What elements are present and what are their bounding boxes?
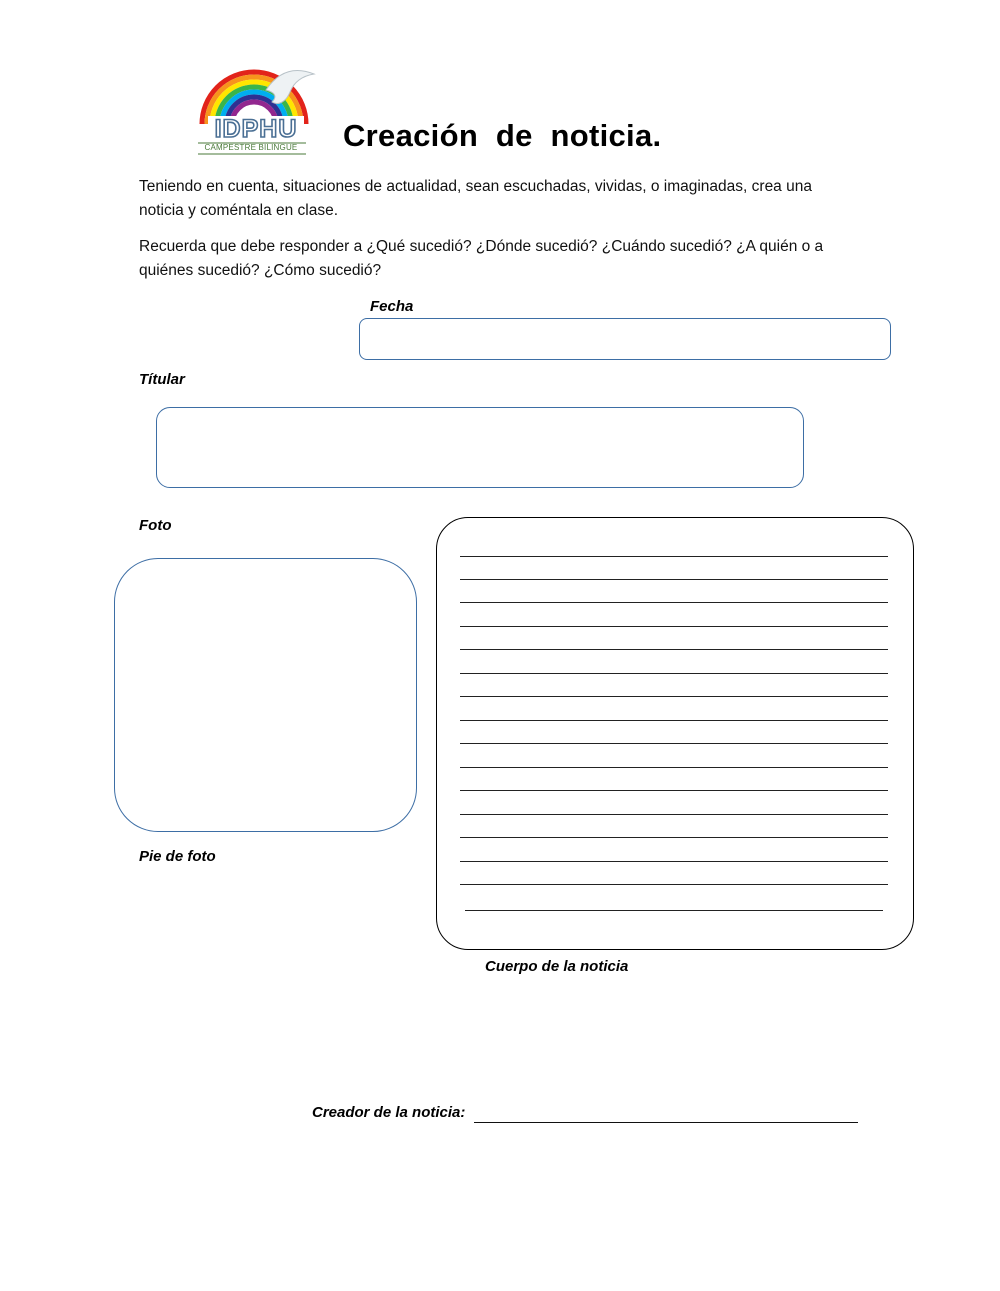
writing-line bbox=[460, 556, 888, 557]
writing-line bbox=[460, 790, 888, 791]
news-body-label: Cuerpo de la noticia bbox=[485, 958, 629, 975]
photo-box[interactable] bbox=[114, 558, 417, 832]
writing-line bbox=[460, 743, 888, 744]
instruction-paragraph-2: Recuerda que debe responder a ¿Qué sucedió? ¿Dónde sucedió? ¿Cuándo sucedió? ¿A quién o a quiénes sucedió? ¿Cómo sucedió? bbox=[139, 238, 824, 279]
school-logo bbox=[194, 62, 318, 156]
writing-line bbox=[460, 837, 888, 838]
writing-line bbox=[460, 649, 888, 650]
writing-line bbox=[460, 861, 888, 862]
page-title: Creación de noticia. bbox=[343, 118, 662, 153]
creator-label: Creador de la noticia: bbox=[312, 1104, 466, 1121]
rainbow-logo-icon bbox=[194, 62, 318, 156]
writing-line bbox=[460, 673, 888, 674]
writing-line bbox=[460, 884, 888, 885]
writing-line bbox=[460, 814, 888, 815]
caption-field[interactable] bbox=[139, 872, 409, 932]
date-field[interactable] bbox=[359, 318, 891, 360]
instruction-paragraph-1: Teniendo en cuenta, situaciones de actualidad, sean escuchadas, vividas, o imaginadas, crea una noticia y coméntala en clase. bbox=[139, 178, 812, 219]
headline-label: Títular bbox=[139, 371, 185, 388]
logo-subtitle: CAMPESTRE BILINGUE bbox=[204, 143, 298, 152]
date-label: Fecha bbox=[370, 298, 414, 315]
writing-line bbox=[460, 767, 888, 768]
writing-line bbox=[460, 696, 888, 697]
logo-brand: IDPHU bbox=[214, 115, 298, 143]
writing-line bbox=[460, 720, 888, 721]
writing-line bbox=[460, 626, 888, 627]
writing-line bbox=[460, 602, 888, 603]
headline-field[interactable] bbox=[156, 407, 804, 488]
photo-label: Foto bbox=[139, 517, 172, 534]
caption-label: Pie de foto bbox=[139, 848, 216, 865]
news-body-box[interactable] bbox=[436, 517, 914, 950]
writing-line bbox=[465, 910, 883, 911]
creator-field[interactable] bbox=[474, 1122, 858, 1123]
writing-line bbox=[460, 579, 888, 580]
